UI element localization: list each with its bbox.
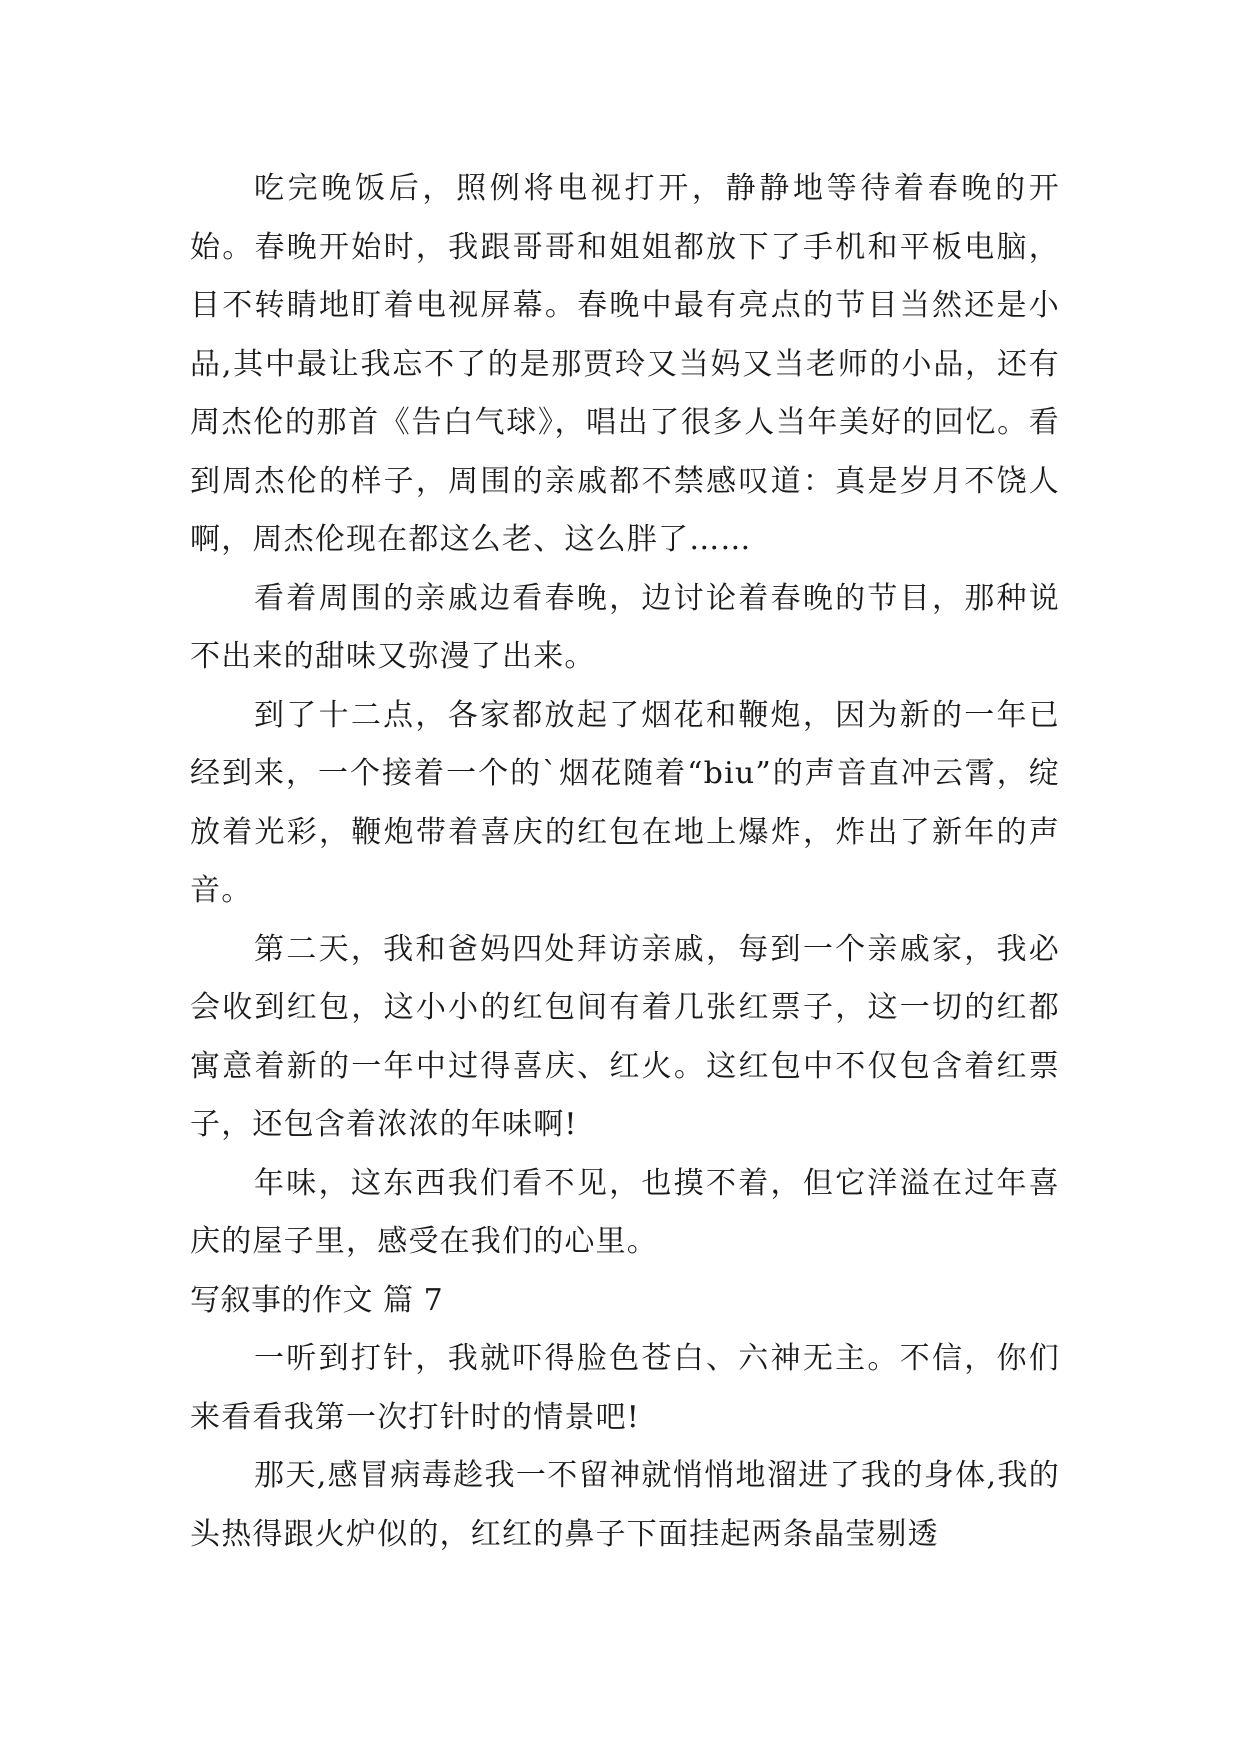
paragraph-cold-virus: 那天,感冒病毒趁我一不留神就悄悄地溜进了我的身体,我的头热得跟火炉似的，红红的鼻子下面挂起两条晶莹剔透 (190, 1458, 1060, 1552)
document-body (190, 160, 1060, 1564)
section-heading: 写叙事的作文 篇 7 (190, 1282, 444, 1318)
paragraph-fireworks: 到了十二点，各家都放起了烟花和鞭炮，因为新的一年已经到来，一个接着一个的`烟花随着“biu”的声音直冲云霄，绽放着光彩，鞭炮带着喜庆的红包在地上爆炸，炸出了新年的声音。 (190, 697, 1060, 908)
paragraph-red-envelopes: 第二天，我和爸妈四处拜访亲戚，每到一个亲戚家，我必会收到红包，这小小的红包间有着几张红票子，这一切的红都寓意着新的一年中过得喜庆、红火。这红包中不仅包含着红票子，还包含着浓浓的年味啊! (190, 931, 1060, 1142)
paragraph-spring-gala: 吃完晚饭后，照例将电视打开，静静地等待着春晚的开始。春晚开始时，我跟哥哥和姐姐都放下了手机和平板电脑，目不转睛地盯着电视屏幕。春晚中最有亮点的节目当然还是小品,其中最让我忘不了的是那贾玲又当妈又当老师的小品，还有周杰伦的那首《告白气球》，唱出了很多人当年美好的回忆。看到周杰伦的样子，周围的亲戚都不禁感叹道：真是岁月不饶人啊，周杰伦现在都这么老、这么胖了…… (190, 171, 1060, 557)
paragraph-new-year-flavor: 年味，这东西我们看不见，也摸不着，但它洋溢在过年喜庆的屋子里，感受在我们的心里。 (190, 1165, 1060, 1259)
paragraph-relatives-discussion: 看着周围的亲戚边看春晚，边讨论着春晚的节目，那种说不出来的甜味又弥漫了出来。 (190, 580, 1060, 674)
paragraph-injection-intro: 一听到打针，我就吓得脸色苍白、六神无主。不信，你们来看看我第一次打针时的情景吧! (190, 1341, 1060, 1435)
